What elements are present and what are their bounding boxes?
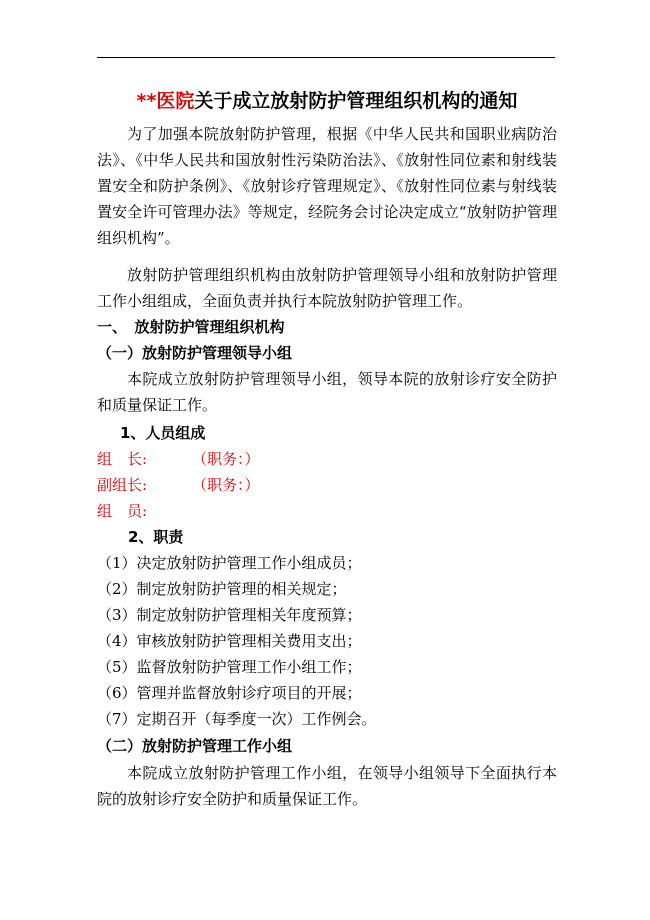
role-label: 组 长: <box>97 450 148 468</box>
duty-item: （5）监督放射防护管理工作小组工作； <box>97 658 362 676</box>
duties-heading: 2、职责 <box>128 528 184 546</box>
duty-item: （6）管理并监督放射诊疗项目的开展； <box>97 684 362 702</box>
subsection-1-text: 本院成立放射防护管理领导小组，领导本院的放射诊疗安全防护和质量保证工作。 <box>97 370 557 414</box>
duty-item: （4）审核放射防护管理相关费用支出； <box>97 632 362 650</box>
section-heading-1: 一、 放射防护管理组织机构 <box>97 318 285 336</box>
personnel-heading: 1、人员组成 <box>120 424 206 442</box>
role-label: 组 员: <box>97 502 148 520</box>
subsection-heading-2: （二）放射防护管理工作小组 <box>97 737 293 755</box>
intro-paragraph-2: 放射防护管理组织机构由放射防护管理领导小组和放射防护管理工作小组组成，全面负责并执行本院放射防护管理工作。 <box>97 266 557 310</box>
duty-label: （职务：） <box>192 450 260 468</box>
hospital-name: **医院 <box>136 90 195 112</box>
intro-paragraph: 为了加强本院放射防护管理，根据《中华人民共和国职业病防治法》、《中华人民共和国放射性污染防治法》、《放射性同位素和射线装置安全和防护条例》、《放射诊疗管理规定》、《放射性同位素与射线装置安全许可管理办法》等规定，经院务会讨论决定成立“放射防护管理组织机构”。 <box>97 125 557 247</box>
document-title <box>97 86 557 113</box>
subsection-2-text: 本院成立放射防护管理工作小组，在领导小组领导下全面执行本院的放射诊疗安全防护和质量保证工作。 <box>97 764 557 808</box>
duty-item: （3）制定放射防护管理相关年度预算； <box>97 606 362 624</box>
duty-item: （1）决定放射防护管理工作小组成员； <box>97 554 362 572</box>
role-label: 副组长: <box>97 476 148 494</box>
personnel-row <box>97 446 260 472</box>
duty-item: （2）制定放射防护管理的相关规定； <box>97 580 347 598</box>
duty-item: （7）定期召开（每季度一次）工作例会。 <box>97 710 377 728</box>
personnel-row <box>97 472 260 498</box>
title-text: 关于成立放射防护管理组织机构的通知 <box>194 90 518 112</box>
header-rule <box>97 57 555 58</box>
subsection-heading-1: （一）放射防护管理领导小组 <box>97 344 293 362</box>
personnel-row <box>97 498 192 524</box>
duty-label: （职务：） <box>192 476 260 494</box>
